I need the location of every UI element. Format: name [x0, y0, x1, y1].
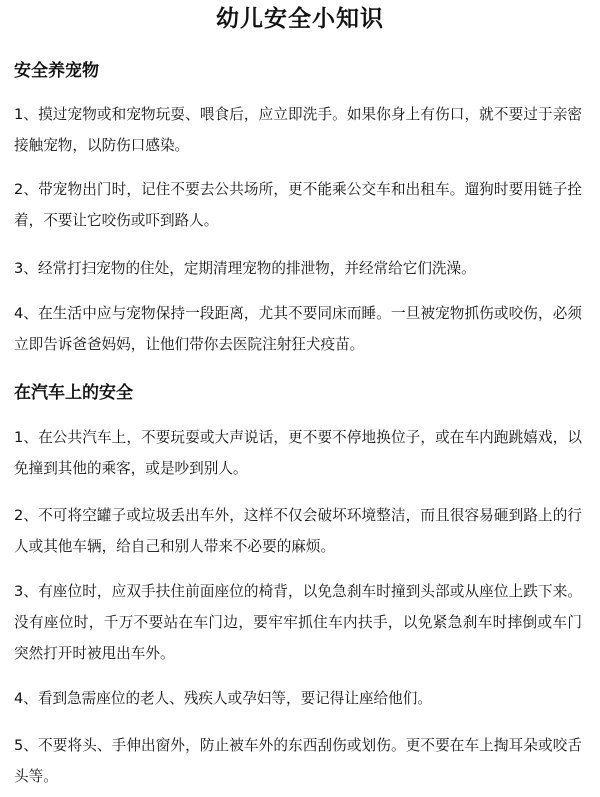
car-item-2: 2、不可将空罐子或垃圾丢出车外，这样不仅会破坏环境整洁，而且很容易砸到路上的行人或其他车辆，给自己和别人带来不必要的麻烦。 — [14, 507, 582, 555]
page-title: 幼儿安全小知识 — [216, 5, 384, 32]
car-item-3: 3、有座位时，应双手扶住前面座位的椅背，以免急刹车时撞到头部或从座位上跌下来。没有座位时，千万不要站在车门边，要牢牢抓住车内扶手，以免紧急刹车时摔倒或车门突然打开时被甩出车外。 — [14, 583, 582, 662]
pets-item-1: 1、摸过宠物或和宠物玩耍、喂食后，应立即洗手。如果你身上有伤口，就不要过于亲密接触宠物，以防伤口感染。 — [14, 106, 582, 154]
section-heading-car: 在汽车上的安全 — [14, 383, 133, 403]
car-item-4: 4、看到急需座位的老人、残疾人或孕妇等，要记得让座给他们。 — [14, 690, 432, 707]
car-item-1: 1、在公共汽车上，不要玩耍或大声说话，更不要不停地换位子，或在车内跑跳嬉戏，以免撞到其他的乘客，或是吵到别人。 — [14, 429, 582, 477]
car-item-5: 5、不要将头、手伸出窗外，防止被车外的东西刮伤或划伤。更不要在车上掏耳朵或咬舌头等。 — [14, 737, 582, 785]
section-heading-pets: 安全养宠物 — [14, 61, 99, 81]
pets-item-4: 4、在生活中应与宠物保持一段距离，尤其不要同床而睡。一旦被宠物抓伤或咬伤，必须立即告诉爸爸妈妈，让他们带你去医院注射狂犬疫苗。 — [14, 305, 582, 353]
pets-item-3: 3、经常打扫宠物的住处，定期清理宠物的排泄物，并经常给它们洗澡。 — [14, 260, 476, 277]
pets-item-2: 2、带宠物出门时，记住不要去公共场所，更不能乘公交车和出租车。遛狗时要用链子拴着，不要让它咬伤或吓到路人。 — [14, 181, 582, 229]
